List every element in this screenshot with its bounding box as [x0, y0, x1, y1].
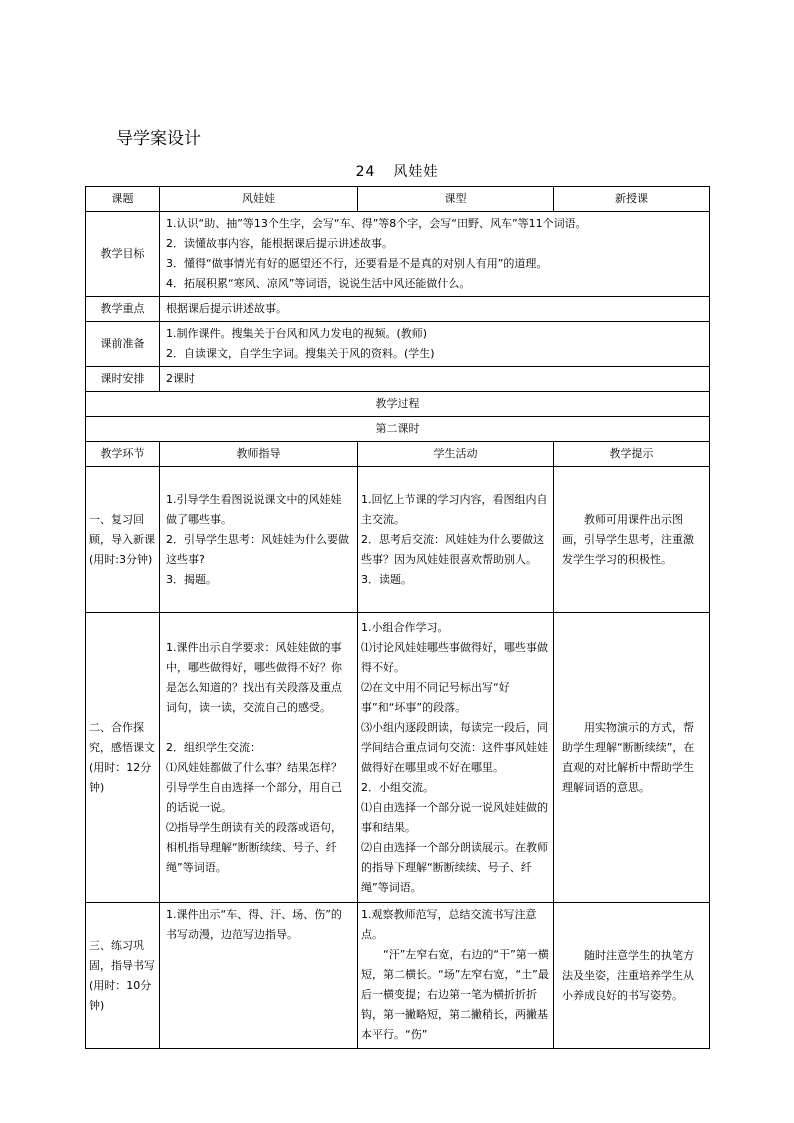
teacher-step: 1.课件出示自学要求：风娃娃做的事中，哪些做得好，哪些做得不好？你是怎么知道的？找出有关段落及重点词句，读一读，交流自己的感受。 [166, 640, 342, 714]
column-header: 教学环节 [86, 442, 160, 467]
focus-label: 教学重点 [86, 297, 160, 322]
column-header-row [86, 442, 710, 467]
stage-row [86, 467, 710, 613]
topic-row [86, 187, 710, 212]
column-header: 教学提示 [554, 442, 710, 467]
teacher-step [166, 718, 351, 738]
stage-row [86, 613, 710, 903]
stage-name: 二、合作探究，感悟课文(用时：12分钟) [86, 613, 160, 903]
student-step: 1.观察教师范写，总结交流书写注意点。 [361, 908, 537, 941]
student-activity [358, 903, 554, 1049]
goals-cell [160, 212, 710, 297]
student-step: 2．小组交流。 [361, 780, 434, 794]
teaching-tip: 随时注意学生的执笔方法及坐姿，注重培养学生从小养成良好的书写姿势。 [554, 903, 710, 1049]
student-step: “汗”左窄右宽，右边的“干”第一横短，第二横长。“场”左窄右宽，“土”最后一横变提；右边第一笔为横折折折钩，第一撇略短，第二撇稍长，两撇基本平行。“伤” [361, 948, 549, 1041]
student-step: 1.小组合作学习。 [361, 620, 449, 634]
student-step: 3．读题。 [361, 572, 412, 586]
student-step: ⑵自由选择一个部分朗读展示。在教师的指导下理解“断断续续、号子、纤绳”等词语。 [361, 840, 548, 894]
document-title: 导学案设计 [116, 129, 201, 149]
student-activity [358, 613, 554, 903]
teacher-guidance [160, 903, 358, 1049]
prep-item: 2．自读课文，自学生字词。搜集关于风的资料。(学生) [166, 347, 435, 360]
stage-name: 一、复习回顾，导入新课(用时:3分钟) [86, 467, 160, 613]
topic-label: 课题 [86, 187, 160, 212]
column-header: 教师指导 [160, 442, 358, 467]
teacher-step: 2．引导学生思考：风娃娃为什么要做这些事? [166, 532, 349, 566]
goals-row [86, 212, 710, 297]
prep-row [86, 322, 710, 367]
goal-item: 1.认识“助、抽”等13个生字，会写“车、得”等8个字，会写“田野、风车”等11个词语。 [166, 217, 587, 230]
teacher-step: ⑴风娃娃都做了什么事？结果怎样？引导学生自由选择一个部分，用自己的话说一说。 [166, 760, 342, 814]
prep-cell [160, 322, 710, 367]
student-step: ⑴自由选择一个部分说一说风娃娃做的事和结果。 [361, 800, 548, 834]
focus-value: 根据课后提示讲述故事。 [160, 297, 710, 322]
focus-row [86, 297, 710, 322]
time-value: 2课时 [160, 367, 710, 392]
prep-item: 1.制作课件。搜集关于台风和风力发电的视频。(教师) [166, 327, 428, 340]
student-step: 1.回忆上节课的学习内容，看图组内自主交流。 [361, 492, 548, 526]
lesson-number: 24 [355, 164, 376, 180]
student-step: ⑶小组内逐段朗读，每读完一段后，同学间结合重点词句交流：这件事风娃娃做得好在哪里或不好在哪里。 [361, 720, 548, 774]
teacher-step: 1.课件出示“车、得、汗、场、伤”的书写动漫，边范写边指导。 [166, 908, 342, 941]
teacher-step: 3．揭题。 [166, 572, 217, 586]
column-header: 学生活动 [358, 442, 554, 467]
teacher-step: ⑵指导学生朗读有关的段落或语句，相机指导理解“断断续续、号子、纤绳”等词语。 [166, 820, 342, 874]
lesson-plan-table [85, 186, 710, 1049]
period-title-row [86, 417, 710, 442]
goals-label: 教学目标 [86, 212, 160, 297]
time-label: 课时安排 [86, 367, 160, 392]
student-activity [358, 467, 554, 613]
teaching-tip: 用实物演示的方式，帮助学生理解“断断续续”，在直观的对比解析中帮助学生理解词语的意思。 [554, 613, 710, 903]
time-row [86, 367, 710, 392]
topic-value: 风娃娃 [160, 187, 358, 212]
period-title: 第二课时 [86, 417, 710, 442]
teacher-guidance [160, 613, 358, 903]
teacher-step: 1.引导学生看图说说课文中的风娃娃做了哪些事。 [166, 492, 342, 526]
process-title: 教学过程 [86, 392, 710, 417]
goal-item: 4．拓展积累“寒风、凉风”等词语，说说生活中风还能做什么。 [166, 277, 471, 290]
student-step: 2．思考后交流：风娃娃为什么要做这些事？因为风娃娃很喜欢帮助别人。 [361, 532, 544, 566]
type-label: 课型 [358, 187, 554, 212]
goal-item: 2．读懂故事内容，能根据课后提示讲述故事。 [166, 237, 393, 250]
type-value: 新授课 [554, 187, 710, 212]
prep-label: 课前准备 [86, 322, 160, 367]
teaching-tip: 教师可用课件出示图画，引导学生思考，注重激发学生学习的积极性。 [554, 467, 710, 613]
teacher-guidance [160, 467, 358, 613]
process-title-row [86, 392, 710, 417]
goal-item: 3．懂得“做事情光有好的愿望还不行，还要看是不是真的对别人有用”的道理。 [166, 257, 548, 270]
stage-row [86, 903, 710, 1049]
student-step: ⑵在文中用不同记号标出写“好事”和“坏事”的段落。 [361, 680, 510, 714]
lesson-title [0, 161, 794, 181]
stage-name: 三、练习巩固，指导书写(用时：10分钟) [86, 903, 160, 1049]
student-step: ⑴讨论风娃娃哪些事做得好，哪些事做得不好。 [361, 640, 548, 674]
lesson-name: 风娃娃 [393, 164, 439, 180]
teacher-step: 2．组织学生交流： [166, 740, 261, 754]
